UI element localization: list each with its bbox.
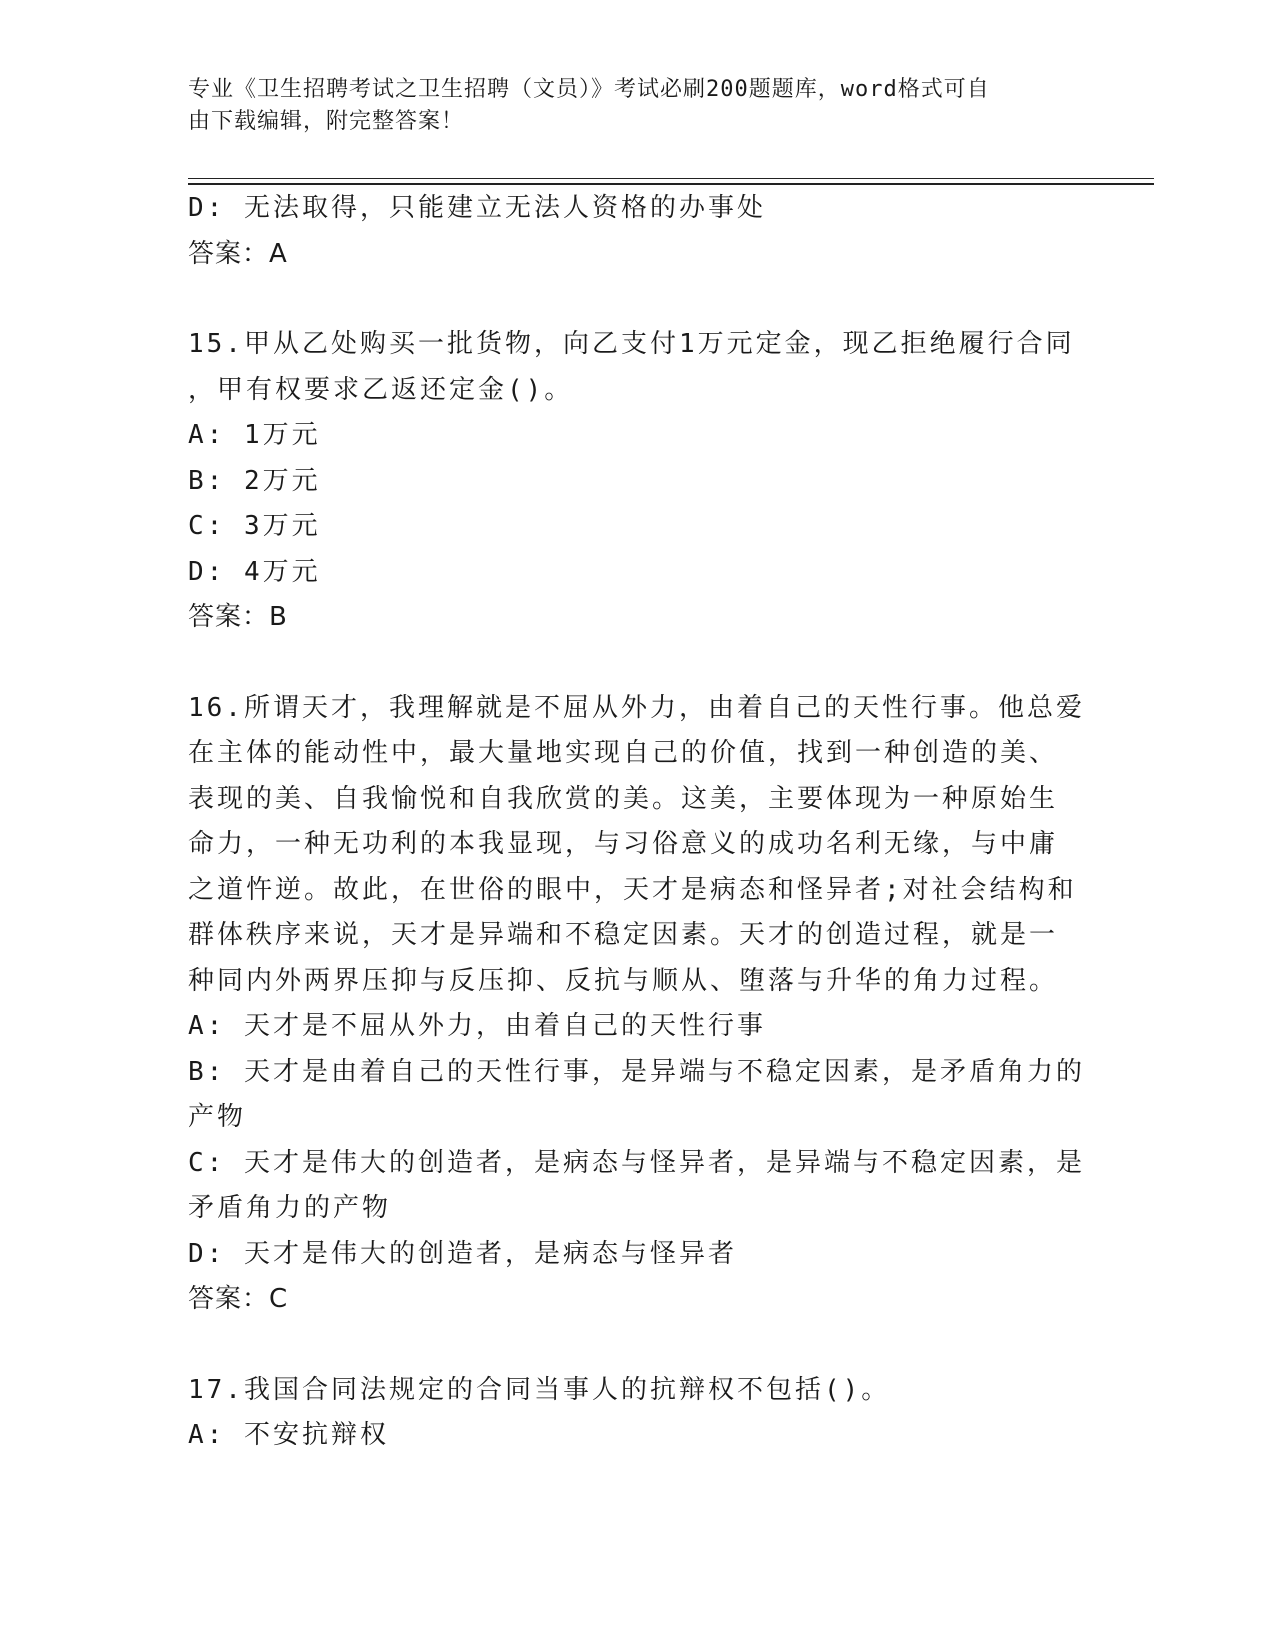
answer-line: 答案：C [188,1284,289,1314]
question-stem-line: 15.甲从乙处购买一批货物，向乙支付1万元定金，现乙拒绝履行合同 [188,329,1075,359]
header-divider [188,178,1154,179]
option-line: D: 天才是伟大的创造者，是病态与怪异者 [188,1238,737,1269]
question-block [188,686,1085,1323]
option-line: D: 4万元 [188,556,321,587]
option-line: C: 天才是伟大的创造者，是病态与怪异者，是异端与不稳定因素，是 [188,1147,1085,1178]
option-line: 矛盾角力的产物 [188,1193,392,1223]
question-stem-line: 群体秩序来说，天才是异端和不稳定因素。天才的创造过程，就是一 [188,920,1059,950]
header-divider-thick [188,183,1154,185]
question-stem-line: 命力，一种无功利的本我显现，与习俗意义的成功名利无缘，与中庸 [188,829,1059,859]
document-body [188,186,1085,1459]
header-line: 由下载编辑，附完整答案！ [188,109,465,134]
question-stem-line: 17.我国合同法规定的合同当事人的抗辩权不包括()。 [188,1374,891,1405]
option-line: A: 不安抗辩权 [188,1420,389,1450]
option-line: B: 天才是由着自己的天性行事，是异端与不稳定因素，是矛盾角力的 [188,1056,1085,1087]
question-list [188,322,1085,1459]
question-block [188,322,1075,641]
option-line: 产物 [188,1102,247,1132]
question-stem-line: 种同内外两界压抑与反压抑、反抗与顺从、堕落与升华的角力过程。 [188,965,1059,996]
option-line: B: 2万元 [188,465,321,496]
answer-line: 答案：B [188,602,288,632]
question-stem-line: 在主体的能动性中，最大量地实现自己的价值，找到一种创造的美、 [188,738,1059,768]
option-line: C: 3万元 [188,511,321,541]
page-header [188,74,1068,138]
question-stem-line: ，甲有权要求乙返还定金()。 [188,374,574,405]
answer-line: 答案：A [188,238,288,269]
header-line: 专业《卫生招聘考试之卫生招聘（文员）》考试必刷200题题库，word格式可自 [188,77,990,102]
question-stem-line: 之道忤逆。故此，在世俗的眼中，天才是病态和怪异者;对社会结构和 [188,874,1077,905]
option-line: A: 天才是不屈从外力，由着自己的天性行事 [188,1011,766,1041]
question-stem-line: 表现的美、自我愉悦和自我欣赏的美。这美，主要体现为一种原始生 [188,783,1059,814]
option-line: A: 1万元 [188,420,321,450]
previous-question-fragment [188,186,1068,277]
question-block [188,1368,1068,1459]
option-d: D: 无法取得，只能建立无法人资格的办事处 [188,193,766,223]
question-stem-line: 16.所谓天才，我理解就是不屈从外力，由着自己的天性行事。他总爱 [188,692,1085,723]
